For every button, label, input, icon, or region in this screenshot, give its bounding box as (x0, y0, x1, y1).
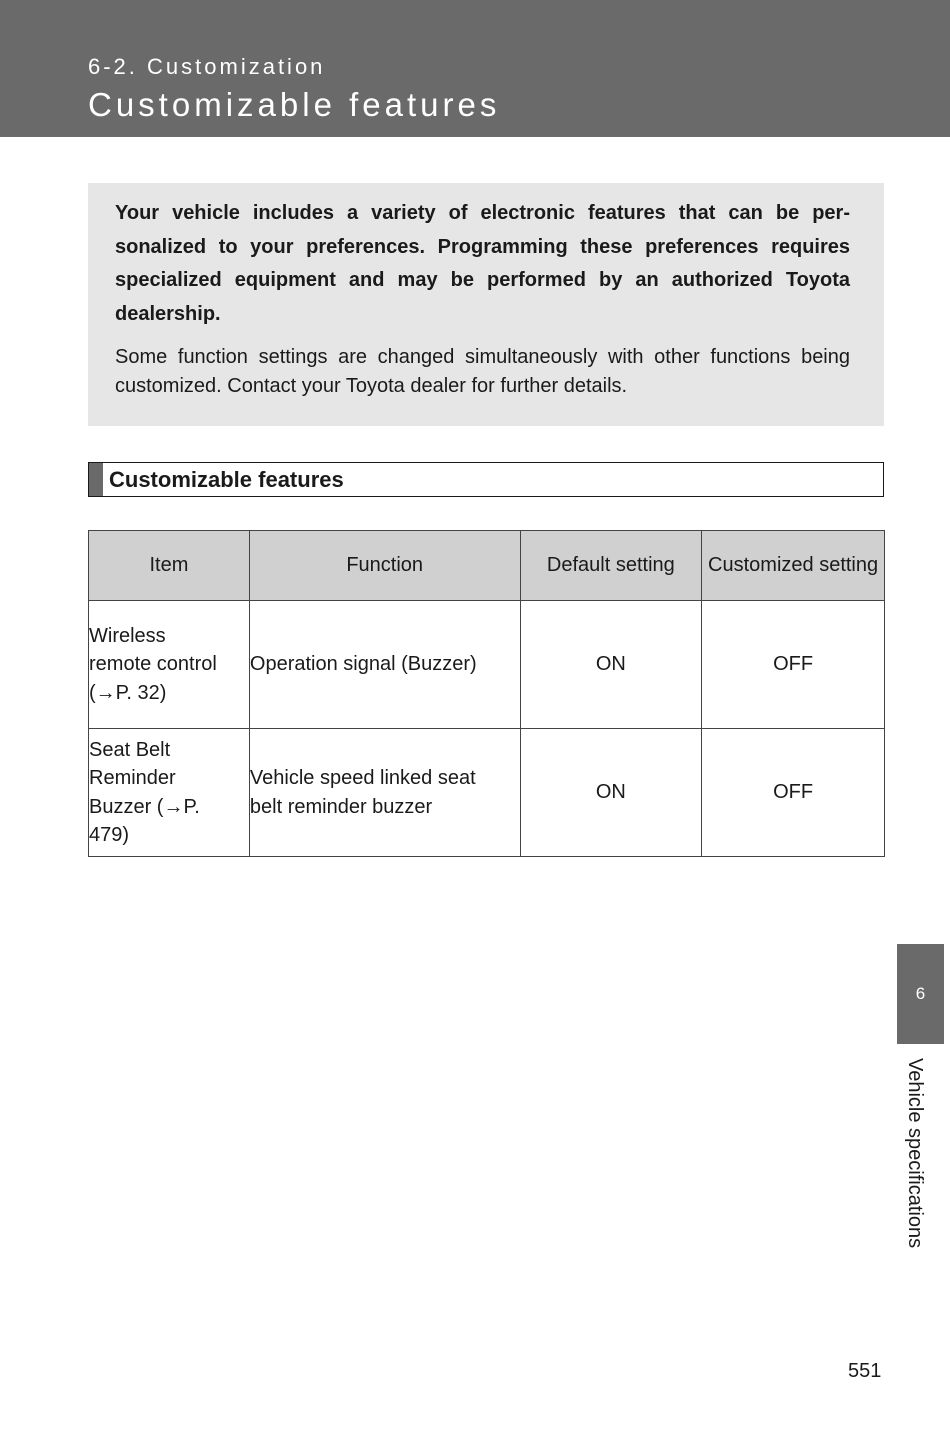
intro-normal-text: Some function settings are changed simultaneously with other functions being customized. Contact your Toyota dealer for further details. (115, 346, 850, 397)
cell-item: Seat Belt Reminder Buzzer (→P. 479) (89, 729, 250, 857)
header-function: Function (249, 531, 520, 601)
subheading-bar (89, 463, 103, 496)
table-header-row (89, 531, 885, 601)
subheading-text: Customizable features (109, 466, 344, 492)
page-title: Customizable features (88, 86, 501, 123)
intro-bold-text: Your vehicle includes a variety of electronic features that can be personalized to your preferences. Programming these preferences requires specialized equipment and may be performed by an authorized Toyota dealership. (115, 202, 850, 325)
chapter-label: Vehicle specifications (904, 1058, 926, 1249)
cell-customized: OFF (702, 601, 885, 729)
page-header (0, 0, 950, 137)
cell-customized: OFF (702, 729, 885, 857)
chapter-tab (897, 944, 944, 1044)
section-label: 6-2. Customization (88, 54, 326, 79)
intro-box (88, 183, 884, 426)
chapter-number: 6 (915, 984, 926, 1003)
page-number: 551 (848, 1360, 882, 1382)
subheading (88, 462, 884, 497)
table-row (89, 729, 885, 857)
features-table (88, 530, 885, 857)
cell-item: Wireless remote control (→P. 32) (89, 601, 250, 729)
cell-function: Operation signal (Buzzer) (249, 601, 520, 729)
cell-default: ON (520, 601, 702, 729)
cell-default: ON (520, 729, 702, 857)
header-customized-setting: Customized setting (702, 531, 885, 601)
header-item: Item (89, 531, 250, 601)
cell-function: Vehicle speed linked seat belt reminder buzzer (249, 729, 520, 857)
header-default-setting: Default setting (520, 531, 702, 601)
table-row (89, 601, 885, 729)
